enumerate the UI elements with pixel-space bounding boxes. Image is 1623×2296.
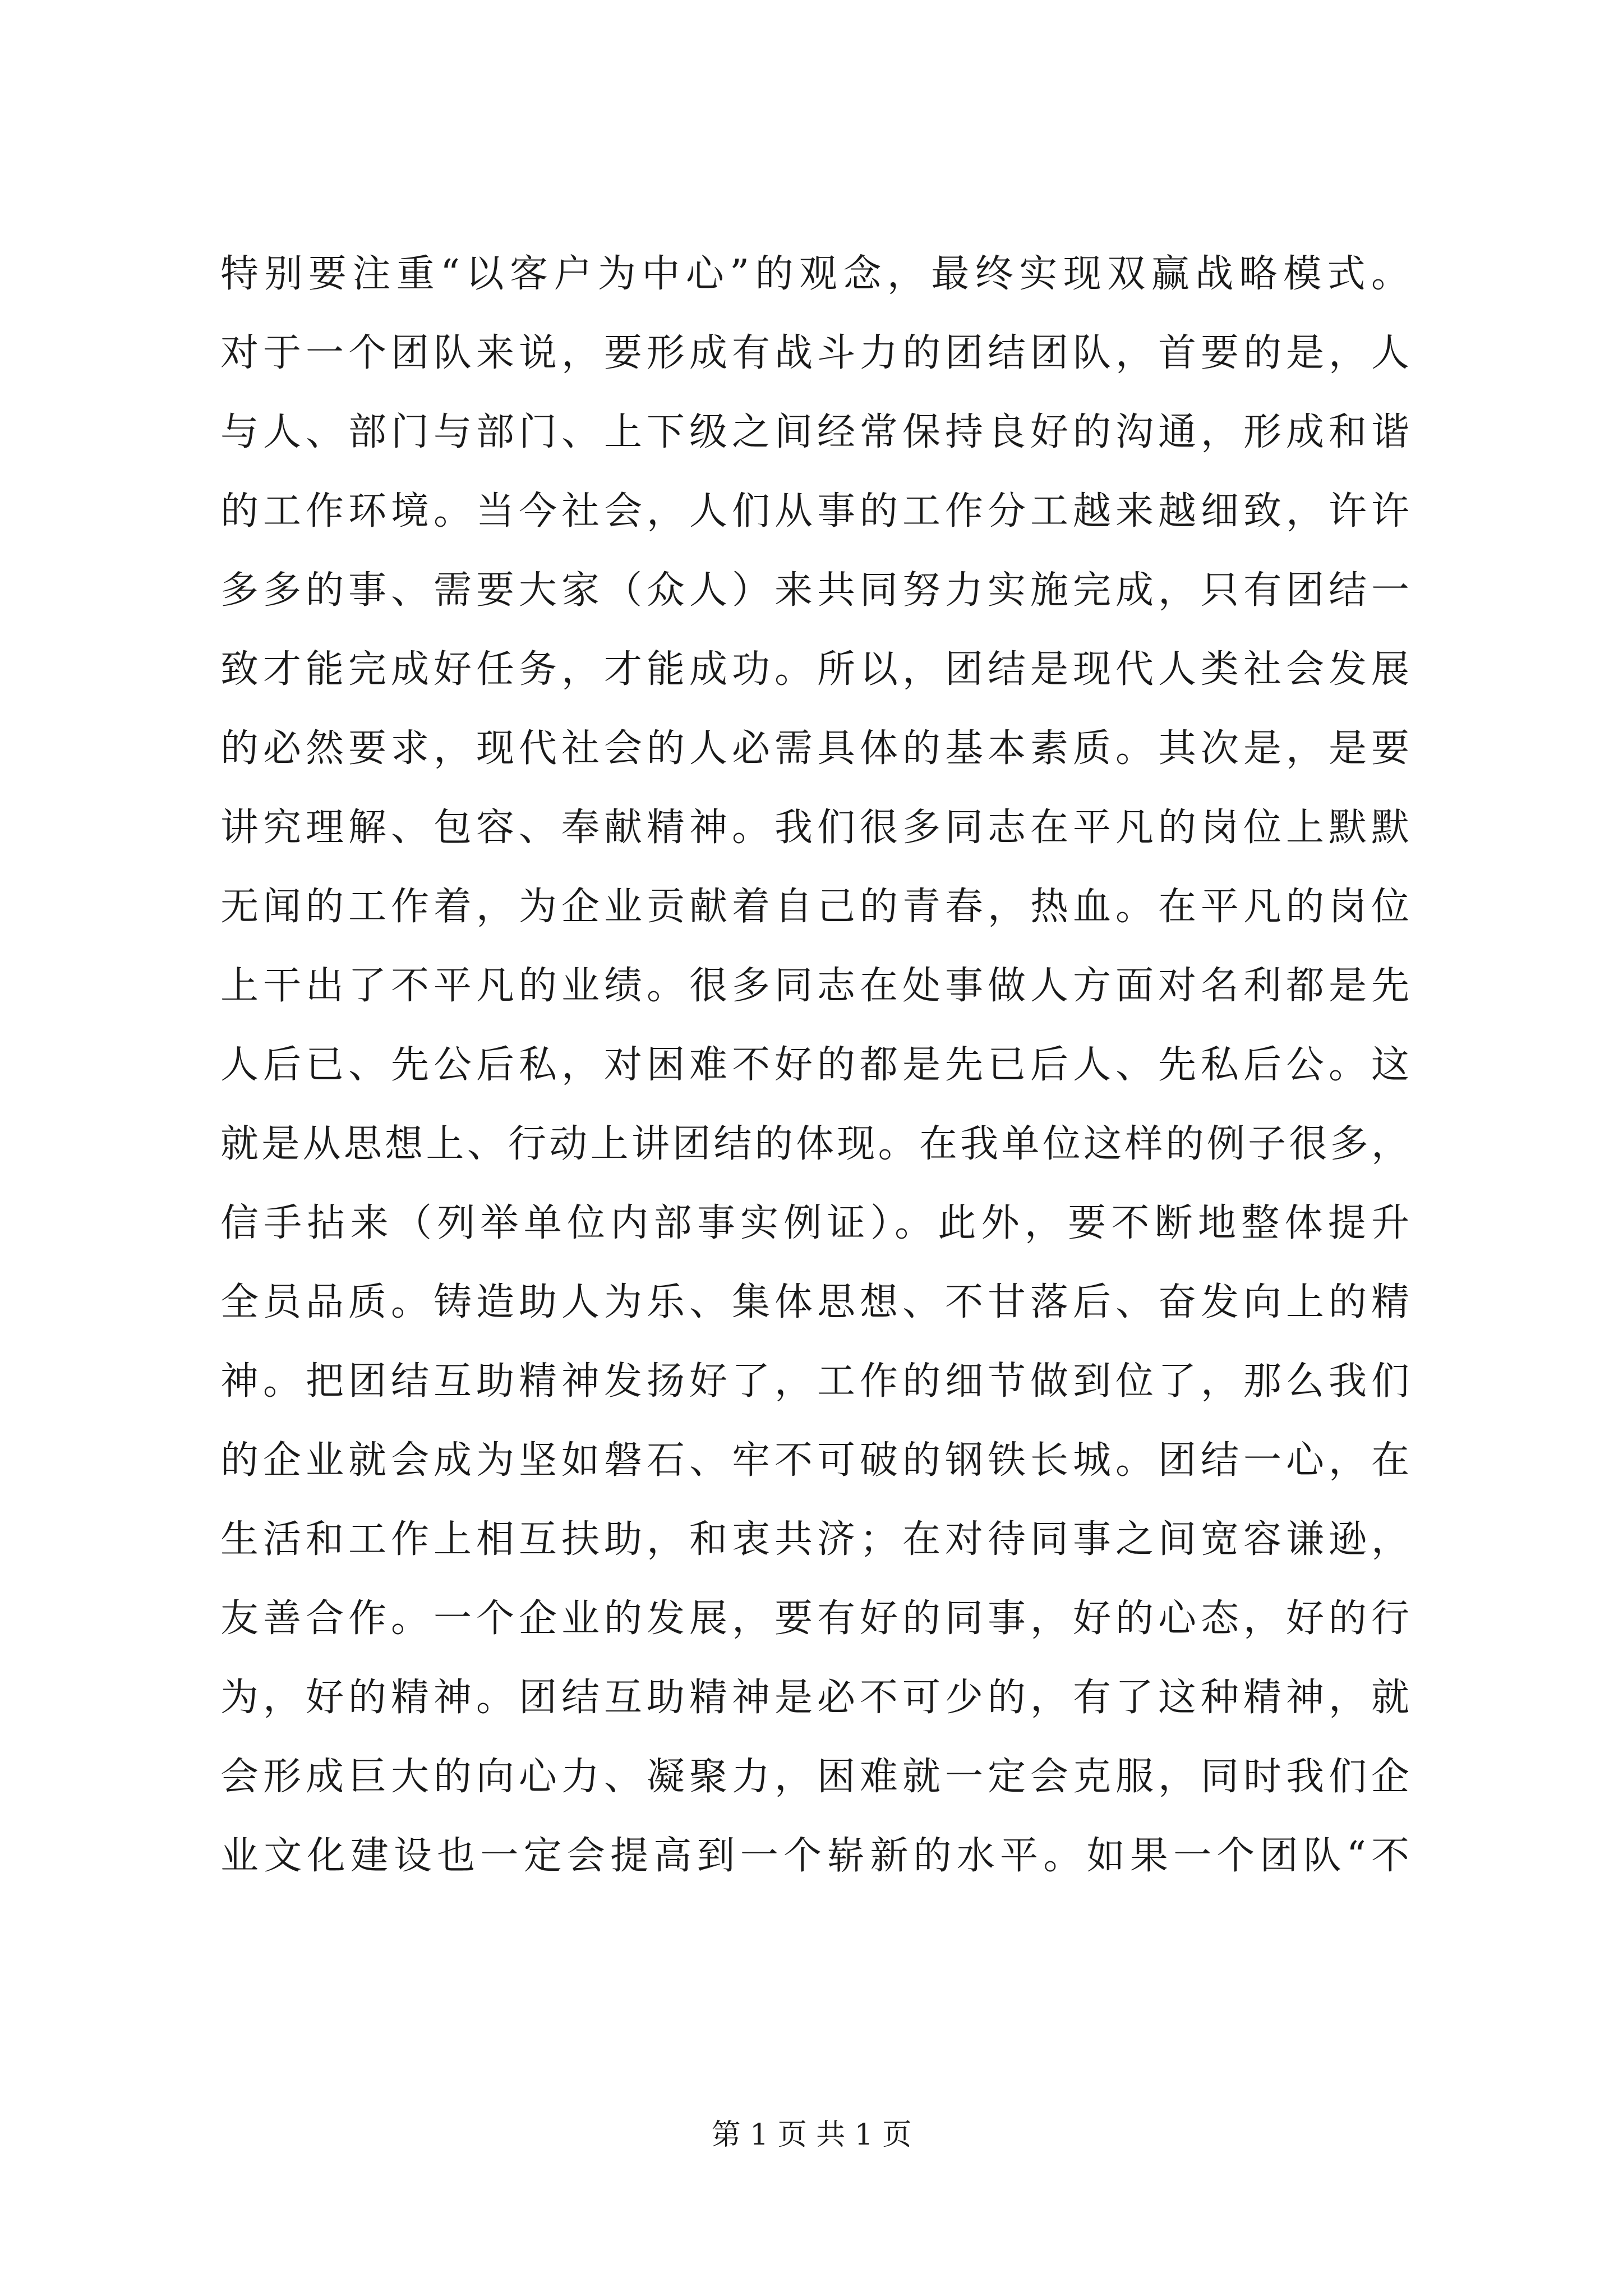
page-footer: 第 1 页 共 1 页 (711, 2118, 912, 2152)
text-line: 会形成巨大的向心力、凝聚力，困难就一定会克服，同时我们企 (220, 1755, 1409, 1799)
text-line: 的企业就会成为坚如磐石、牢不可破的钢铁长城。团结一心，在 (220, 1438, 1409, 1483)
text-line: 友善合作。一个企业的发展，要有好的同事，好的心态，好的行 (220, 1596, 1409, 1641)
text-line: 多多的事、需要大家（众人）来共同努力实施完成，只有团结一 (220, 568, 1409, 613)
text-line: 的必然要求，现代社会的人必需具体的基本素质。其次是，是要 (220, 726, 1409, 771)
text-line: 全员品质。铸造助人为乐、集体思想、不甘落后、奋发向上的精 (220, 1280, 1409, 1324)
text-line: 为，好的精神。团结互助精神是必不可少的，有了这种精神，就 (220, 1676, 1409, 1720)
text-line: 无闻的工作着，为企业贡献着自己的青春，热血。在平凡的岗位 (220, 885, 1409, 929)
text-line: 信手拈来（列举单位内部事实例证）。此外，要不断地整体提升 (220, 1201, 1409, 1245)
text-line: 讲究理解、包容、奉献精神。我们很多同志在平凡的岗位上默默 (220, 806, 1409, 850)
body-text (220, 234, 1409, 1895)
text-line: 特别要注重“以客户为中心”的观念，最终实现双赢战略模式。 (220, 252, 1409, 296)
text-line: 生活和工作上相互扶助，和衷共济；在对待同事之间宽容谦逊， (220, 1517, 1409, 1562)
text-line: 业文化建设也一定会提高到一个崭新的水平。如果一个团队“不 (220, 1834, 1409, 1878)
text-line: 神。把团结互助精神发扬好了，工作的细节做到位了，那么我们 (220, 1359, 1409, 1404)
text-line: 与人、部门与部门、上下级之间经常保持良好的沟通，形成和谐 (220, 410, 1409, 454)
text-line: 致才能完成好任务，才能成功。所以，团结是现代人类社会发展 (220, 647, 1409, 692)
text-line: 对于一个团队来说，要形成有战斗力的团结团队，首要的是，人 (220, 331, 1409, 375)
text-line: 人后已、先公后私，对困难不好的都是先已后人、先私后公。这 (220, 1043, 1409, 1087)
text-line: 的工作环境。当今社会，人们从事的工作分工越来越细致，许许 (220, 489, 1409, 533)
text-line: 就是从思想上、行动上讲团结的体现。在我单位这样的例子很多， (220, 1122, 1409, 1166)
text-line: 上干出了不平凡的业绩。很多同志在处事做人方面对名利都是先 (220, 964, 1409, 1008)
